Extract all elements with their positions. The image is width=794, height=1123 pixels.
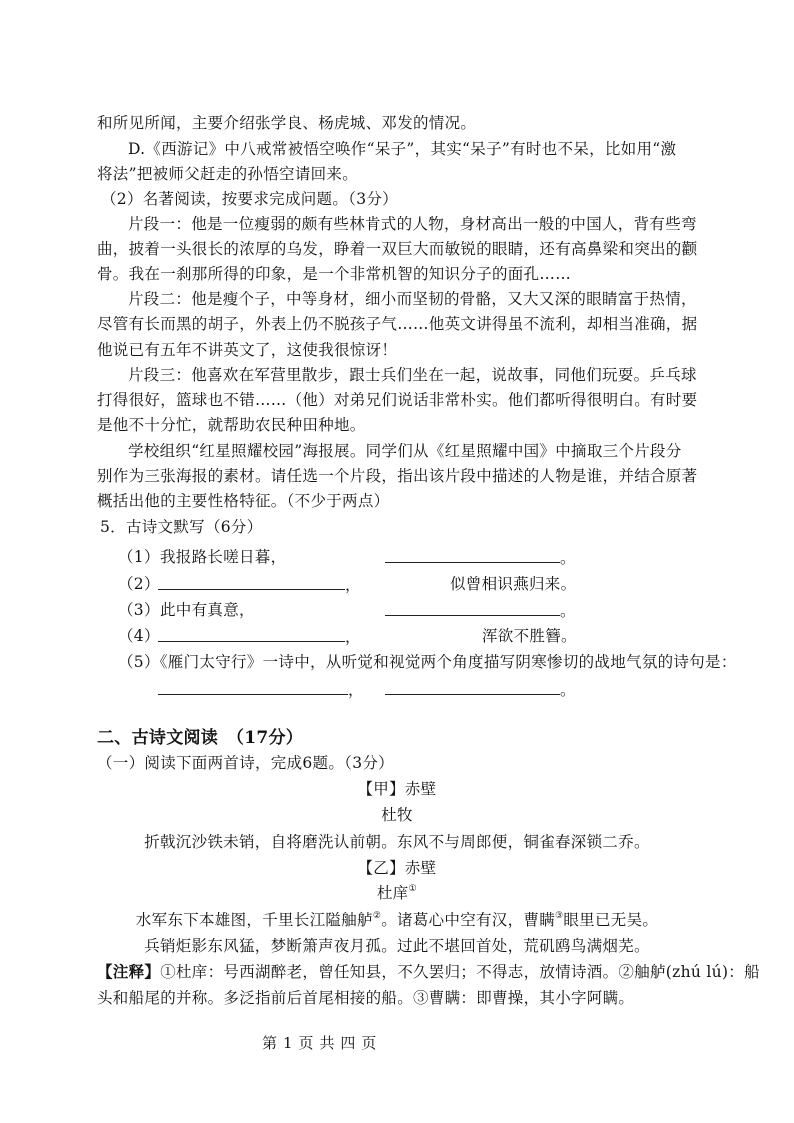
task-line2: 别作为三张海报的素材。请任选一个片段，指出该片段中描述的人物是谁，并结合原著 [97,467,698,485]
notes-line1 [97,961,760,983]
fragment1-line1: 片段一：他是一位瘦弱的颇有些林肯式的人物，身材高出一般的中国人，背有些弯 [128,215,697,233]
section2-sub1: （一）阅读下面两首诗，完成6题。（3分） [97,754,394,772]
fragment3-line1: 片段三：他喜欢在军营里散步，跟士兵们坐在一起，说故事，同他们玩耍。乒乓球 [128,366,697,384]
fragment2-line1: 片段二：他是瘦个子，中等身材，细小而坚韧的骨骼，又大又深的眼睛富于热情， [128,290,697,308]
poem-b-line1-b: 。诸葛心中空有汉，曹瞒 [381,911,555,929]
q5-item5-answer-a[interactable] [158,678,364,701]
q5-item2-answer[interactable] [158,573,361,596]
q5-item2-text: 似曾相识燕归来。 [450,575,577,593]
q5-item2-num: （2） [118,575,160,593]
q5-item5-answer-b[interactable] [385,678,576,701]
period: 。 [560,681,576,699]
notes-line1-text: ①杜庠：号西湖醉老，曾任知县，不久罢归；不得志，放情诗酒。②舳舻(zhú lú)：船 [160,963,760,981]
fragment3-line2: 打得很好，篮球也不错……（他）对弟兄们说话非常朴实。他们都听得很明白。有时要 [97,391,698,409]
poem-b-line2: 兵销炬影东风猛，梦断箫声夜月孤。过此不堪回首处，荒矶鸥鸟满烟芜。 [144,937,650,955]
poem-b-author: 杜庠 [377,884,409,902]
comma: ， [348,681,364,699]
fragment1-line2: 曲，披着一头很长的浓厚的乌发，睁着一双巨大而敏锐的眼睛，还有高鼻梁和突出的颧 [97,240,698,258]
period: 。 [560,549,576,567]
poem-b-line1 [0,909,794,931]
poem-b-author-wrap [0,882,794,904]
q5-item3-text: 此中有真意， [160,601,255,619]
q5-item4-answer[interactable] [158,625,361,648]
q5-item1-num: （1） [118,548,160,566]
q4-sub2-title: （2）名著阅读，按要求完成问题。（3分） [101,190,398,208]
poem-b-title: 【乙】赤壁 [357,859,437,877]
q5-item1-answer[interactable] [385,546,576,569]
note-marker-3: ③ [555,911,564,921]
q5-title: 5．古诗文默写（6分） [100,518,263,536]
task-line1: 学校组织“红星照耀校园”海报展。同学们从《红星照耀中国》中摘取三个片段分 [128,442,682,460]
q4-line1: 和所见所闻，主要介绍张学良、杨虎城、邓发的情况。 [97,114,477,132]
q5-item4-text: 浑欲不胜簪。 [482,627,577,645]
fragment2-line2: 尽管有长而黑的胡子，外表上仍不脱孩子气……他英文讲得虽不流利，却相当准确，据 [97,315,698,333]
fragment1-line3: 骨。我在一刹那所得的印象，是一个非常机智的知识分子的面孔…… [97,265,572,283]
q5-item5-text: （5）《雁门太守行》一诗中，从听觉和视觉两个角度描写阴寒惨切的战地气氛的诗句是： [118,653,737,671]
poem-b-line1-a: 水军东下本雄图，千里长江隘舳舻 [135,911,373,929]
q4-option-d-line1: D.《西游记》中八戒常被悟空唤作“呆子”，其实“呆子”有时也不呆，比如用“激 [128,140,677,158]
poem-a-text: 折戟沉沙铁未销，自将磨洗认前朝。东风不与周郎便，铜雀春深锁二乔。 [144,833,650,851]
q5-item1-text: 我报路长嗟日暮， [160,548,287,566]
notes-line2: 头和船尾的并称。多泛指前后首尾相接的船。③曹瞒：即曹操，其小字阿瞒。 [97,989,635,1007]
fragment3-line3: 是他不十分忙，就帮助农民种田种地。 [97,416,366,434]
comma: ， [345,576,361,594]
poem-a-title: 【甲】赤壁 [357,780,437,798]
notes-label: 【注释】 [97,962,161,981]
task-line3: 概括出他的主要性格特征。（不少于两点） [97,492,390,510]
note-marker-1: ① [408,884,417,894]
poem-a-author: 杜牧 [381,806,413,824]
page-footer: 第 1 页 共 四 页 [262,1034,377,1052]
fragment2-line3: 他说已有五年不讲英文了，这使我很惊讶！ [97,341,398,359]
q5-item3-num: （3） [118,601,160,619]
q5-item4-num: （4） [118,627,160,645]
poem-b-line1-c: 眼里已无吴。 [563,911,659,929]
q4-option-d-line2: 将法”把被师父赶走的孙悟空请回来。 [97,165,359,183]
section2-title: 二、古诗文阅读 （17分） [97,728,304,748]
note-marker-2: ② [372,911,382,921]
q5-item3-answer[interactable] [385,599,576,622]
comma: ， [345,628,361,646]
period: 。 [560,602,576,620]
